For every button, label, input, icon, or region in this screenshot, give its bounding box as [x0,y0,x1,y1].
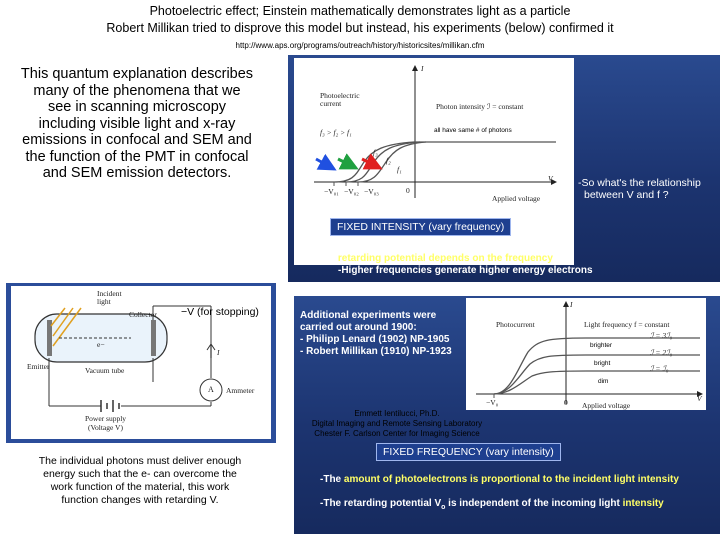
photoelectric-current-label [320,92,360,108]
fixed-intensity-panel [288,55,720,282]
source-url[interactable]: http://www.aps.org/programs/outreach/history/historicsites/millikan.cfm [235,41,485,50]
origin-label: 0 [564,398,568,407]
subscript: o [441,504,446,511]
apparatus-diagram [11,286,271,439]
photon-arrow-blue [316,159,334,169]
relationship-question [578,177,701,201]
photocurrent-label: Photocurrent [496,320,535,329]
intensity-3i0-label: ℐ = 3ℐ₀ [650,331,673,340]
text-line: work function of the material, this work [50,481,230,493]
fixed-frequency-caption: FIXED FREQUENCY (vary intensity) [376,443,561,461]
x-axis-v-label: V [548,174,553,183]
applied-voltage-label: Applied voltage [582,401,631,410]
additional-experiments-text [300,310,452,358]
intensity-constant-label: Photon intensity ℐ = constant [436,102,524,111]
photon-arrow-green [338,159,356,168]
photoelectron-amount-line [320,474,679,485]
ammeter-symbol: A [208,385,214,394]
v02-label: −V₀₂ [344,187,359,196]
text-line: function changes with retarding V. [61,494,219,506]
higher-frequencies-line: -Higher frequencies generate higher energy electrons [338,265,593,276]
text-line: see in scanning microscopy [47,99,227,115]
frequency-relation-label: f₃ > f₂ > f₁ [320,128,352,137]
quantum-explanation-text [4,66,270,182]
highlight-text: amount of photoelectrons is proportional to the [343,474,573,485]
curve-f1-label: f₁ [397,165,402,174]
intensity-i0-label: ℐ = ℐ₀ [650,364,669,373]
text-line: and SEM emission detectors. [42,165,232,181]
line-prefix: -The [320,474,344,485]
bright-label: bright [594,360,611,367]
ammeter-label: Ammeter [226,386,255,395]
curve-f2-label: f₂ [386,156,391,165]
fixed-intensity-caption: FIXED INTENSITY (vary frequency) [330,218,511,236]
current-label: I [217,348,220,357]
highlight-text: intensity [622,498,664,509]
text-line: energy such that the e- can overcome the [43,468,237,480]
intensity-2i0-label: ℐ = 2ℐ₀ [650,348,673,357]
stopping-voltage-label: −V (for stopping) [181,306,259,318]
title-line-1: Photoelectric effect; Einstein mathematically demonstrates light as a particle [149,4,571,18]
highlight-text: incident light intensity [572,474,679,485]
intro-line: carried out around 1900: [300,322,417,333]
credit-line: Emmett Ientilucci, Ph.D. [354,409,440,418]
v0-label: −V₀ [486,398,499,407]
label-line: Power supply [85,414,127,423]
y-axis-label: I [570,300,573,309]
photon-energy-text [10,455,270,507]
text-line: many of the phenomena that we [33,82,241,99]
vacuum-tube-label: Vacuum tube [85,366,125,375]
brighter-label: brighter [590,342,613,349]
text-line: the function of the PMT in confocal [25,148,249,165]
label-line: current [320,99,342,108]
intro-line: Additional experiments were [300,310,437,321]
retarding-potential-line [314,253,553,264]
question-line: between V and f ? [584,189,669,201]
intro-line: - Robert Millikan (1910) NP-1923 [300,346,452,357]
origin-label: 0 [406,186,410,195]
credit-line: Digital Imaging and Remote Sensing Laboratory [311,419,483,428]
collector-label: Collector [129,310,157,319]
text-line: The individual photons must deliver enough [38,455,242,467]
v03-label: −V₀₃ [364,187,379,196]
question-line: -So what's the relationship [578,177,701,189]
collector-plate [151,320,156,356]
frequency-constant-label: Light frequency f = constant [584,320,670,329]
apparatus-frame [6,283,276,443]
intro-line: - Philipp Lenard (1902) NP-1905 [300,334,450,345]
line-middle: is independent of the incoming light [445,498,623,509]
incident-light-label [97,290,122,306]
x-axis-v-label: V [697,394,702,403]
retarding-independent-line [320,498,664,511]
text-line: emissions in confocal and SEM and [22,132,252,148]
dim-label: dim [598,378,609,385]
power-supply-label [85,414,126,432]
label-line: Photoelectric [320,91,360,100]
text-line: This quantum explanation describes [20,66,254,82]
v01-label: −V₀₁ [324,187,339,196]
curve-i0 [494,371,700,394]
label-line: Incident [97,289,122,298]
title-line-2: Robert Millikan tried to disprove this model but instead, his experiments (below) confirmed it [106,21,614,35]
electron-label: e− [97,340,105,349]
intensity-graph [466,298,706,410]
line-prefix: -The retarding potential V [320,498,442,509]
curve-f3-label: f₃ [373,148,378,157]
highlight-text: retarding potential depends on the frequency [337,253,553,264]
y-axis-label: I [421,64,424,73]
credit-line: Chester F. Carlson Center for Imaging Science [314,429,480,438]
line-prefix: -The [314,253,338,264]
applied-voltage-label: Applied voltage [492,194,541,203]
label-line: light [97,297,111,306]
same-photons-note: all have same # of photons [434,127,512,134]
author-credit [292,409,502,439]
label-line: (Voltage V) [88,423,123,432]
text-line: including visible light and x-ray [38,115,236,132]
emitter-label: Emitter [27,362,50,371]
